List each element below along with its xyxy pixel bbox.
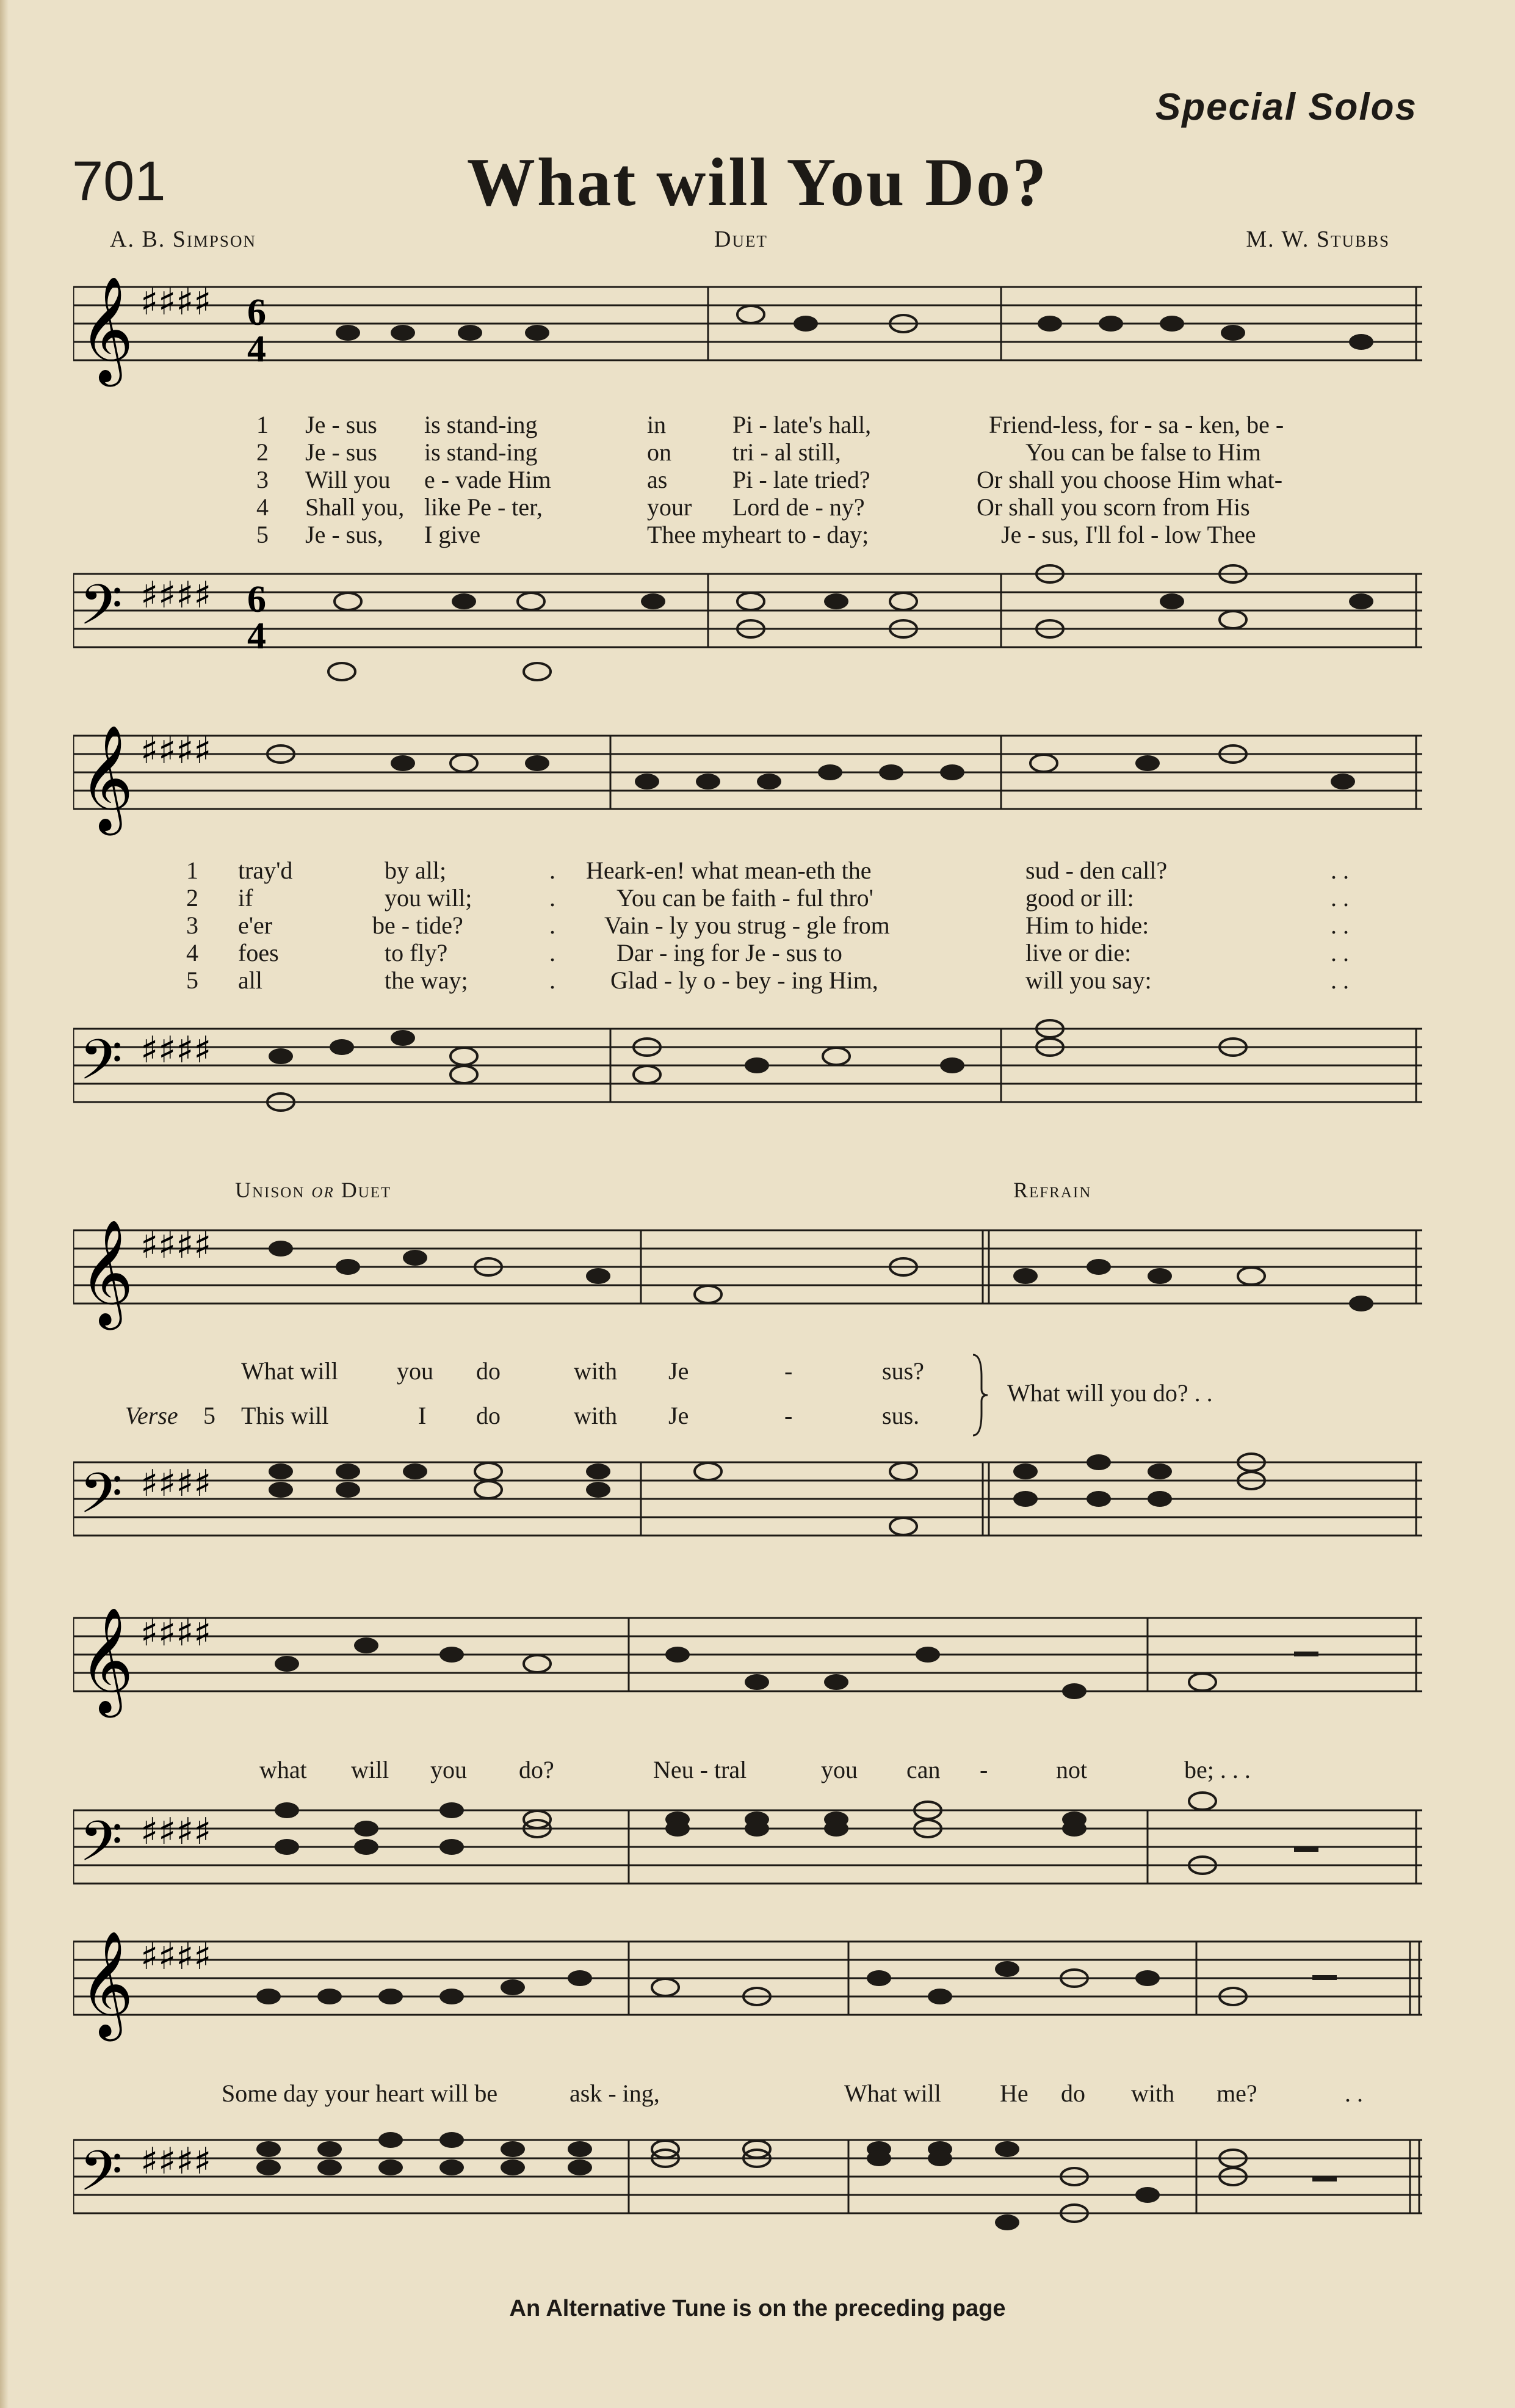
verse-number: 5 (256, 521, 269, 548)
svg-text:4: 4 (247, 328, 266, 370)
bass-staff-system-1 (73, 549, 1422, 684)
svg-text:♯♯♯♯: ♯♯♯♯ (140, 1810, 212, 1853)
bass-staff-system-3 (73, 1432, 1422, 1566)
svg-text:𝄢: 𝄢 (79, 573, 123, 651)
svg-text:♯♯♯♯: ♯♯♯♯ (140, 574, 212, 617)
hymn-title: What will You Do? (466, 145, 1049, 220)
svg-text:4: 4 (247, 615, 266, 657)
svg-text:𝄞: 𝄞 (79, 1219, 134, 1325)
svg-text:𝄢: 𝄢 (79, 1028, 123, 1106)
treble-staff-system-5 (73, 1914, 1422, 2048)
form-label: Duet (714, 227, 768, 252)
svg-text:♯♯♯♯: ♯♯♯♯ (140, 1935, 212, 1978)
music-credit: M. W. Stubbs (1246, 227, 1390, 252)
svg-text:𝄢: 𝄢 (79, 1809, 123, 1887)
svg-text:♯♯♯♯: ♯♯♯♯ (140, 1029, 212, 1072)
svg-text:𝄞: 𝄞 (79, 1607, 134, 1713)
treble-staff-system-3 (73, 1206, 1422, 1340)
bass-staff-system-5 (73, 2109, 1422, 2244)
verse-number: 2 (256, 438, 269, 466)
verse-number: 2 (186, 884, 198, 912)
footer-note: An Alternative Tune is on the preceding page (509, 2296, 1006, 2321)
refrain-label: Refrain (1013, 1178, 1092, 1202)
hymn-number: 701 (72, 150, 166, 212)
svg-text:𝄞: 𝄞 (79, 276, 134, 382)
verse-number: 4 (256, 493, 269, 521)
svg-text:𝄢: 𝄢 (79, 2139, 123, 2217)
svg-text:♯♯♯♯: ♯♯♯♯ (140, 1612, 212, 1655)
svg-text:𝄞: 𝄞 (79, 725, 134, 831)
svg-text:♯♯♯♯: ♯♯♯♯ (140, 730, 212, 772)
svg-text:𝄢: 𝄢 (79, 1461, 123, 1539)
words-credit: A. B. Simpson (110, 227, 256, 252)
verse-number: 3 (186, 912, 198, 939)
svg-text:𝄞: 𝄞 (79, 1931, 134, 2037)
svg-text:6: 6 (247, 579, 266, 620)
verse-number: 5 (186, 966, 198, 994)
brace (971, 1352, 989, 1438)
refrain-lyric: What will you do? . . (1007, 1379, 1213, 1407)
svg-text:♯♯♯♯: ♯♯♯♯ (140, 1462, 212, 1505)
svg-text:♯♯♯♯: ♯♯♯♯ (140, 2140, 212, 2183)
treble-staff-system-4 (73, 1587, 1422, 1722)
bass-staff-system-4 (73, 1780, 1422, 1914)
verse-number: 3 (256, 466, 269, 493)
treble-staff-system-2 (73, 708, 1422, 843)
bass-staff-system-2 (73, 992, 1422, 1126)
hymnal-page: Special Solos 701 What will You Do? A. B. Simpson Duet M. W. Stubbs 𝄞 ♯♯♯♯ 6 4 1 2 3 4 5 Je - sus is stand-ing in Pi - late's hall, Friend-less, for - sa - ken, be - Je - sus is stand-ing on tri - al still, You can be false to Him Will you e - vade Him as Pi - late tried? Or shall you choose Him what- Shall you, like Pe - ter, your Lord de - ny? Or shall you scorn from His Je - sus, I give Thee my heart to - day; Je - sus, I'll fol - low Thee 𝄢 ♯♯♯♯ 6 4 𝄞 ♯♯♯♯ 1 2 3 4 5 tray'd by all; . Heark-en! what mean-eth the sud - den call? . . if you will; . You can be faith - ful thro' good or ill: . . e'er be - tide? . Vain - ly you strug - gle from Him to hide: . . foes to fly? . Dar - ing for Je - sus to live or die: . . all the way; . Glad - ly o - bey - ing Him, will you say: . . 𝄢 ♯♯♯♯ Unison or Duet Refrain 𝄞 ♯♯♯♯ What will you do with Je - sus? Verse 5 This will I do with Je - sus. What will you do? . . 𝄢 ♯♯♯♯ 𝄞 ♯♯♯♯ what will you do? Neu - tral you can - not be; . . . 𝄢 ♯♯♯♯ 𝄞 ♯♯♯♯ Some day your heart will be ask - ing, What will He do with me? . . 𝄢 ♯♯♯♯ An Alternative Tune is on the preceding page (0, 0, 1515, 2408)
svg-text:♯♯♯♯: ♯♯♯♯ (140, 1224, 212, 1267)
verse-number: 1 (186, 857, 198, 884)
unison-or-duet-label: Unison or Duet (235, 1178, 392, 1202)
svg-text:6: 6 (247, 292, 266, 333)
treble-staff-system-1 (73, 269, 1422, 403)
svg-text:♯♯♯♯: ♯♯♯♯ (140, 281, 212, 324)
verse-number: 1 (256, 411, 269, 438)
verse-number: 4 (186, 939, 198, 966)
section-title: Special Solos (1155, 86, 1417, 128)
page-binding-edge (0, 0, 9, 2408)
